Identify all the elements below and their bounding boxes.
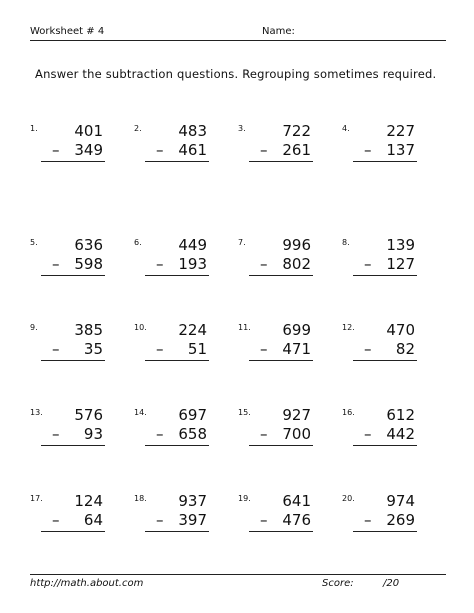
- minus-sign: –: [364, 511, 372, 529]
- subtrahend: 137: [386, 141, 415, 159]
- score-label: Score:: [322, 578, 354, 589]
- subtrahend: 93: [83, 425, 103, 443]
- subtraction-problem: [342, 494, 446, 554]
- minuend: 224: [178, 321, 207, 339]
- subtraction-problem: [134, 238, 238, 298]
- answer-line: [145, 275, 209, 276]
- subtrahend: 269: [386, 511, 415, 529]
- minus-sign: –: [364, 425, 372, 443]
- subtrahend: 261: [282, 141, 311, 159]
- minuend: 449: [178, 236, 207, 254]
- subtrahend: 476: [282, 511, 311, 529]
- answer-line: [41, 531, 105, 532]
- subtraction-problem: [30, 494, 134, 554]
- instructions-text: Answer the subtraction questions. Regrouping sometimes required.: [35, 67, 437, 81]
- minus-sign: –: [364, 141, 372, 159]
- minus-sign: –: [156, 340, 164, 358]
- subtraction-problem: [342, 323, 446, 383]
- subtrahend: 442: [386, 425, 415, 443]
- subtraction-problem: [342, 238, 446, 298]
- problem-number: 12.: [342, 323, 355, 332]
- minus-sign: –: [52, 340, 60, 358]
- answer-line: [41, 161, 105, 162]
- minus-sign: –: [52, 141, 60, 159]
- problem-number: 19.: [238, 494, 251, 503]
- minuend: 483: [178, 122, 207, 140]
- subtrahend: 82: [395, 340, 415, 358]
- problem-number: 3.: [238, 124, 246, 133]
- subtrahend: 349: [74, 141, 103, 159]
- minus-sign: –: [156, 425, 164, 443]
- minuend: 124: [74, 492, 103, 510]
- minuend: 699: [282, 321, 311, 339]
- subtraction-problem: [238, 323, 342, 383]
- subtrahend: 64: [83, 511, 103, 529]
- answer-line: [249, 360, 313, 361]
- name-label: Name:: [262, 26, 295, 37]
- minus-sign: –: [156, 511, 164, 529]
- minuend: 227: [386, 122, 415, 140]
- subtrahend: 461: [178, 141, 207, 159]
- subtrahend: 127: [386, 255, 415, 273]
- subtraction-problem: [134, 494, 238, 554]
- minus-sign: –: [364, 340, 372, 358]
- answer-line: [353, 275, 417, 276]
- answer-line: [145, 445, 209, 446]
- minuend: 612: [386, 406, 415, 424]
- subtraction-problem: [30, 124, 134, 184]
- answer-line: [145, 161, 209, 162]
- answer-line: [145, 531, 209, 532]
- answer-line: [353, 531, 417, 532]
- minuend: 722: [282, 122, 311, 140]
- subtraction-problem: [238, 408, 342, 468]
- answer-line: [353, 161, 417, 162]
- subtraction-problem: [30, 323, 134, 383]
- minuend: 576: [74, 406, 103, 424]
- subtraction-problem: [238, 124, 342, 184]
- minus-sign: –: [260, 511, 268, 529]
- subtrahend: 397: [178, 511, 207, 529]
- minuend: 927: [282, 406, 311, 424]
- score-total: /20: [383, 578, 400, 589]
- subtrahend: 658: [178, 425, 207, 443]
- subtrahend: 700: [282, 425, 311, 443]
- subtraction-problem: [30, 408, 134, 468]
- subtraction-problem: [238, 494, 342, 554]
- problem-number: 4.: [342, 124, 350, 133]
- answer-line: [249, 531, 313, 532]
- problem-number: 10.: [134, 323, 147, 332]
- minuend: 641: [282, 492, 311, 510]
- minus-sign: –: [156, 255, 164, 273]
- problem-number: 13.: [30, 408, 43, 417]
- subtrahend: 598: [74, 255, 103, 273]
- answer-line: [145, 360, 209, 361]
- worksheet-title: Worksheet # 4: [30, 26, 105, 37]
- subtraction-problem: [342, 408, 446, 468]
- answer-line: [41, 360, 105, 361]
- worksheet-header: [30, 24, 446, 41]
- minuend: 974: [386, 492, 415, 510]
- problem-number: 5.: [30, 238, 38, 247]
- problem-number: 6.: [134, 238, 142, 247]
- subtraction-problem: [134, 124, 238, 184]
- minuend: 385: [74, 321, 103, 339]
- minuend: 937: [178, 492, 207, 510]
- minus-sign: –: [52, 511, 60, 529]
- answer-line: [41, 445, 105, 446]
- answer-line: [353, 445, 417, 446]
- problem-number: 17.: [30, 494, 43, 503]
- problem-number: 8.: [342, 238, 350, 247]
- answer-line: [249, 275, 313, 276]
- subtraction-problem: [238, 238, 342, 298]
- minuend: 697: [178, 406, 207, 424]
- subtrahend: 193: [178, 255, 207, 273]
- subtraction-problem: [30, 238, 134, 298]
- minus-sign: –: [260, 255, 268, 273]
- minuend: 996: [282, 236, 311, 254]
- answer-line: [41, 275, 105, 276]
- subtraction-problem: [342, 124, 446, 184]
- problem-number: 9.: [30, 323, 38, 332]
- subtrahend: 35: [83, 340, 103, 358]
- problem-number: 14.: [134, 408, 147, 417]
- subtraction-problem: [134, 323, 238, 383]
- minus-sign: –: [260, 340, 268, 358]
- subtrahend: 802: [282, 255, 311, 273]
- minuend: 636: [74, 236, 103, 254]
- minus-sign: –: [52, 425, 60, 443]
- minus-sign: –: [364, 255, 372, 273]
- problem-number: 15.: [238, 408, 251, 417]
- problem-number: 20.: [342, 494, 355, 503]
- minus-sign: –: [52, 255, 60, 273]
- problem-number: 2.: [134, 124, 142, 133]
- subtrahend: 51: [187, 340, 207, 358]
- minus-sign: –: [156, 141, 164, 159]
- worksheet-footer: [30, 574, 446, 591]
- problem-number: 16.: [342, 408, 355, 417]
- subtrahend: 471: [282, 340, 311, 358]
- problem-number: 11.: [238, 323, 251, 332]
- source-url: http://math.about.com: [30, 578, 144, 589]
- problem-number: 1.: [30, 124, 38, 133]
- minuend: 139: [386, 236, 415, 254]
- minuend: 401: [74, 122, 103, 140]
- answer-line: [353, 360, 417, 361]
- answer-line: [249, 161, 313, 162]
- minus-sign: –: [260, 141, 268, 159]
- minus-sign: –: [260, 425, 268, 443]
- answer-line: [249, 445, 313, 446]
- problem-number: 18.: [134, 494, 147, 503]
- problem-number: 7.: [238, 238, 246, 247]
- subtraction-problem: [134, 408, 238, 468]
- minuend: 470: [386, 321, 415, 339]
